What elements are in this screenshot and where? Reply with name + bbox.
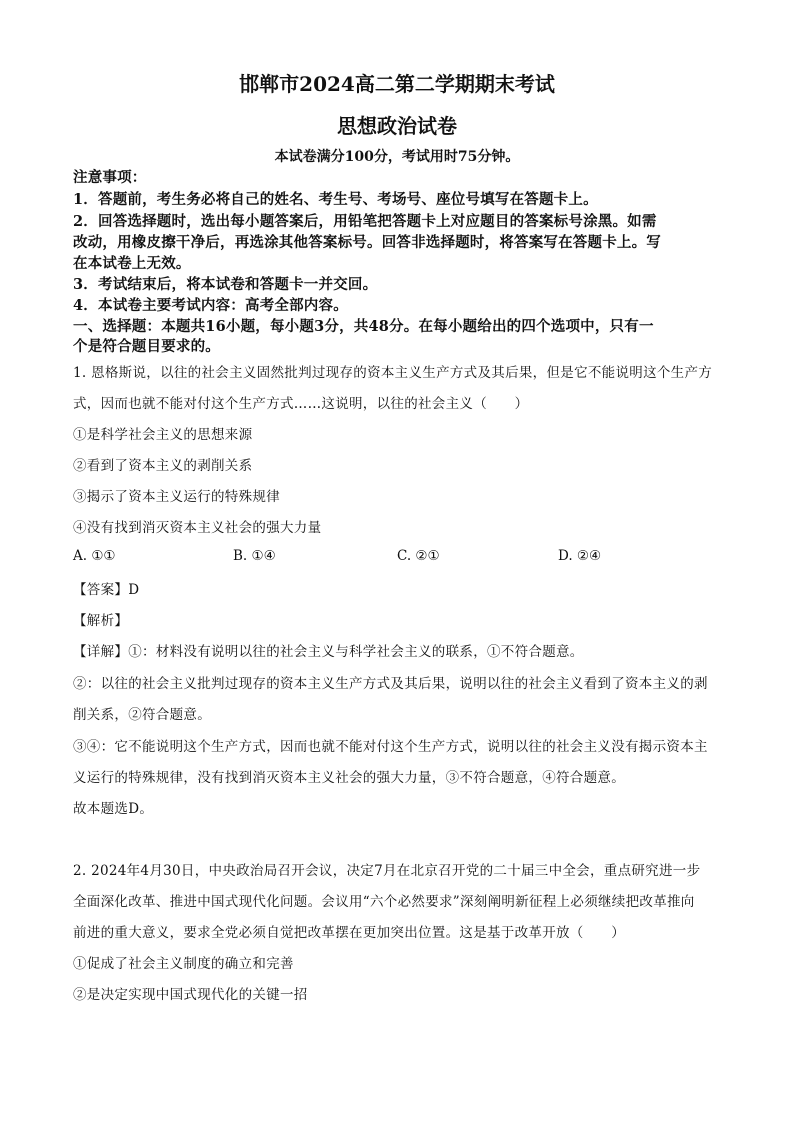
- notice-line: 2．回答选择题时，选出每小题答案后，用铅笔把答题卡上对应题目的答案标号涂黑。如需: [73, 213, 657, 230]
- q1-stem: 1. 恩格斯说，以往的社会主义固然批判过现存的资本主义生产方式及其后果，但是它不能说明这个生产方: [73, 365, 713, 381]
- q1-detail: 义运行的特殊规律，没有找到消灭资本主义社会的强大力量，③不符合题意，④符合题意。: [73, 770, 625, 786]
- q1-option-c: C. ②①: [397, 548, 440, 564]
- q1-stem: 式，因而也就不能对付这个生产方式……这说明，以往的社会主义（ ）: [73, 396, 529, 412]
- q1-detail: 【详解】①：材料没有说明以往的社会主义与科学社会主义的联系，①不符合题意。: [73, 644, 584, 660]
- section-heading: 一、选择题：本题共16小题，每小题3分，共48分。在每小题给出的四个选项中，只有一: [73, 318, 654, 335]
- q1-detail: ③④：它不能说明这个生产方式，因而也就不能对付这个生产方式，说明以往的社会主义没有揭示资本主: [73, 739, 708, 755]
- section-heading: 个是符合题目要求的。: [73, 338, 220, 355]
- q2-stem: 全面深化改革、推进中国式现代化问题。会议用“六个必然要求”深刻阐明新征程上必须继续把改革推向: [73, 894, 695, 910]
- notice-line: 4．本试卷主要考试内容：高考全部内容。: [73, 297, 348, 314]
- q1-option-a: A. ①①: [73, 548, 116, 564]
- exam-title: 邯郸市2024高二第二学期期末考试: [239, 72, 555, 96]
- q2-stem: 2. 2024年4月30日，中央政治局召开会议，决定7月在北京召开党的二十届三中全会，重点研究进一步: [73, 863, 701, 879]
- q1-item: ②看到了资本主义的剥削关系: [73, 458, 253, 474]
- score-note: 本试卷满分100分，考试用时75分钟。: [274, 149, 520, 165]
- notice-line: 在本试卷上无效。: [73, 255, 191, 272]
- q1-answer: 【答案】D: [73, 582, 140, 598]
- q1-detail: ②：以往的社会主义批判过现存的资本主义生产方式及其后果，说明以往的社会主义看到了资本主义的剥: [73, 676, 708, 692]
- notice-line: 改动，用橡皮擦干净后，再选涂其他答案标号。回答非选择题时，将答案写在答题卡上。写: [73, 234, 661, 251]
- notice-line: 3．考试结束后，将本试卷和答题卡一并交回。: [73, 276, 378, 293]
- exam-subtitle: 思想政治试卷: [337, 114, 457, 138]
- q1-detail: 削关系，②符合题意。: [73, 707, 211, 723]
- q1-option-d: D. ②④: [558, 548, 602, 564]
- notice-heading: 注意事项：: [73, 169, 147, 186]
- q2-item: ②是决定实现中国式现代化的关键一招: [73, 987, 308, 1003]
- q2-item: ①促成了社会主义制度的确立和完善: [73, 956, 294, 972]
- q1-option-b: B. ①④: [233, 548, 276, 564]
- q1-analysis: 【解析】: [73, 613, 129, 629]
- notice-line: 1．答题前，考生务必将自己的姓名、考生号、考场号、座位号填写在答题卡上。: [73, 191, 598, 208]
- q2-stem: 前进的重大意义，要求全党必须自觉把改革摆在更加突出位置。这是基于改革开放（ ）: [73, 925, 625, 941]
- q1-detail: 故本题选D。: [73, 801, 154, 817]
- q1-item: ③揭示了资本主义运行的特殊规律: [73, 489, 280, 505]
- q1-item: ④没有找到消灭资本主义社会的强大力量: [73, 520, 322, 536]
- q1-item: ①是科学社会主义的思想来源: [73, 427, 253, 443]
